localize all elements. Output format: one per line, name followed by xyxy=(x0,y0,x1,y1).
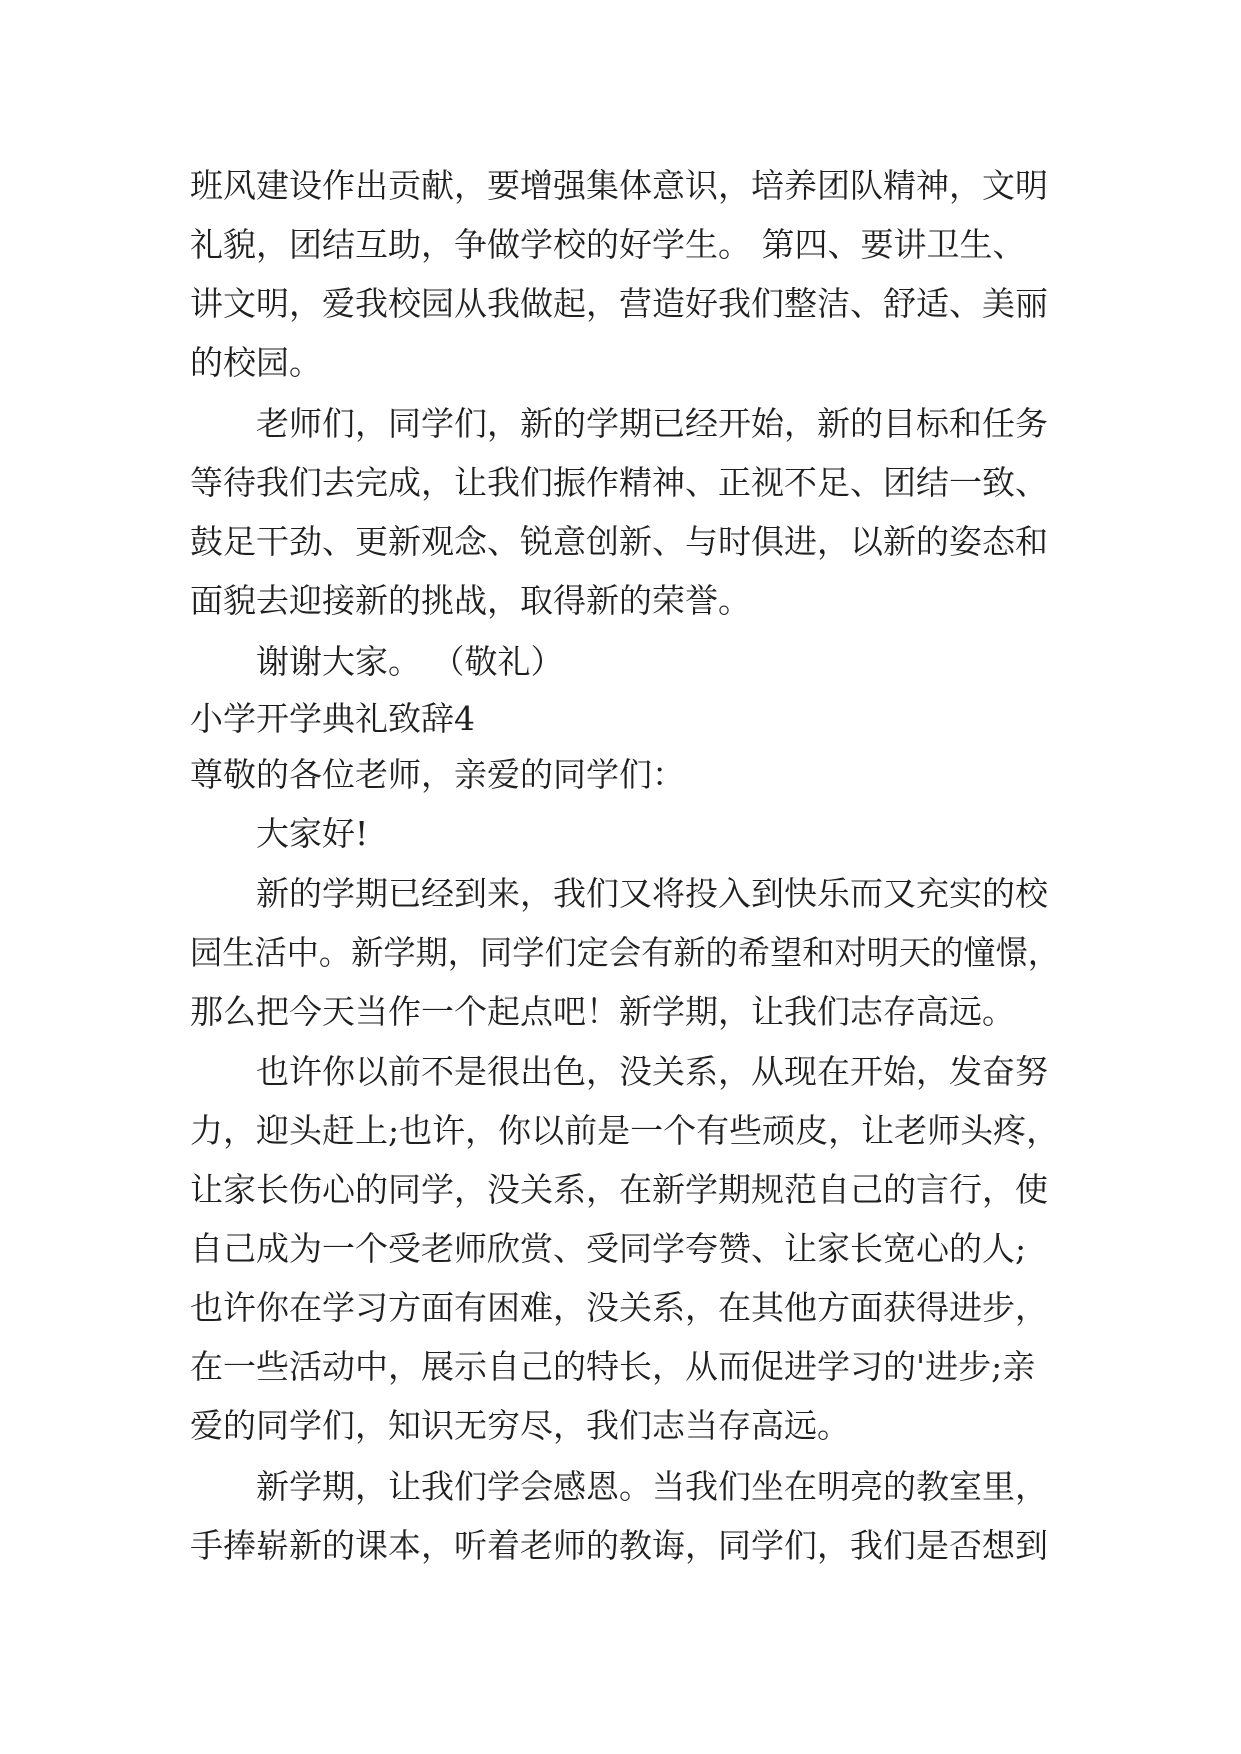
paragraph-first-line: 也许你以前不是很出色，没关系，从现在开始，发奋努 xyxy=(256,1052,1048,1091)
text-line: 力，迎头赶上;也许，你以前是一个有些顽皮，让老师头疼， xyxy=(190,1111,1060,1150)
greeting: 大家好! xyxy=(256,814,369,853)
text-line: 自己成为一个受老师欣赏、受同学夸赞、让家长宽心的人; xyxy=(190,1229,1027,1268)
text-line: 园生活中。新学期，同学们定会有新的希望和对明天的憧憬， xyxy=(190,933,1060,972)
section-heading: 小学开学典礼致辞4 xyxy=(190,699,475,738)
paragraph-first-line: 新学期，让我们学会感恩。当我们坐在明亮的教室里， xyxy=(256,1467,1048,1506)
text-line: 手捧崭新的课本，听着老师的教诲，同学们，我们是否想到 xyxy=(190,1526,1048,1565)
text-line: 讲文明，爱我校园从我做起，营造好我们整洁、舒适、美丽 xyxy=(190,284,1048,323)
text-line: 面貌去迎接新的挑战，取得新的荣誉。 xyxy=(190,581,751,620)
text-line: 那么把今天当作一个起点吧！新学期，让我们志存高远。 xyxy=(190,992,1015,1031)
text-line: 爱的同学们，知识无穷尽，我们志当存高远。 xyxy=(190,1406,850,1445)
text-line: 鼓足干劲、更新观念、锐意创新、与时俱进，以新的姿态和 xyxy=(190,522,1048,561)
text-line: 礼貌，团结互助，争做学校的好学生。 第四、要讲卫生、 xyxy=(190,225,1026,264)
closing-line: 谢谢大家。 （敬礼） xyxy=(256,642,564,681)
text-line: 让家长伤心的同学，没关系，在新学期规范自己的言行，使 xyxy=(190,1170,1048,1209)
text-line: 在一些活动中，展示自己的特长，从而促进学习的'进步;亲 xyxy=(190,1347,1036,1386)
text-line: 也许你在学习方面有困难，没关系，在其他方面获得进步， xyxy=(190,1288,1048,1327)
salutation: 尊敬的各位老师，亲爱的同学们： xyxy=(190,755,685,794)
paragraph-first-line: 新的学期已经到来，我们又将投入到快乐而又充实的校 xyxy=(256,874,1048,913)
paragraph-first-line: 老师们，同学们，新的学期已经开始，新的目标和任务 xyxy=(256,404,1048,443)
text-line: 等待我们去完成，让我们振作精神、正视不足、团结一致、 xyxy=(190,463,1048,502)
text-line: 的校园。 xyxy=(190,343,322,382)
text-line: 班风建设作出贡献，要增强集体意识，培养团队精神，文明 xyxy=(190,166,1048,205)
